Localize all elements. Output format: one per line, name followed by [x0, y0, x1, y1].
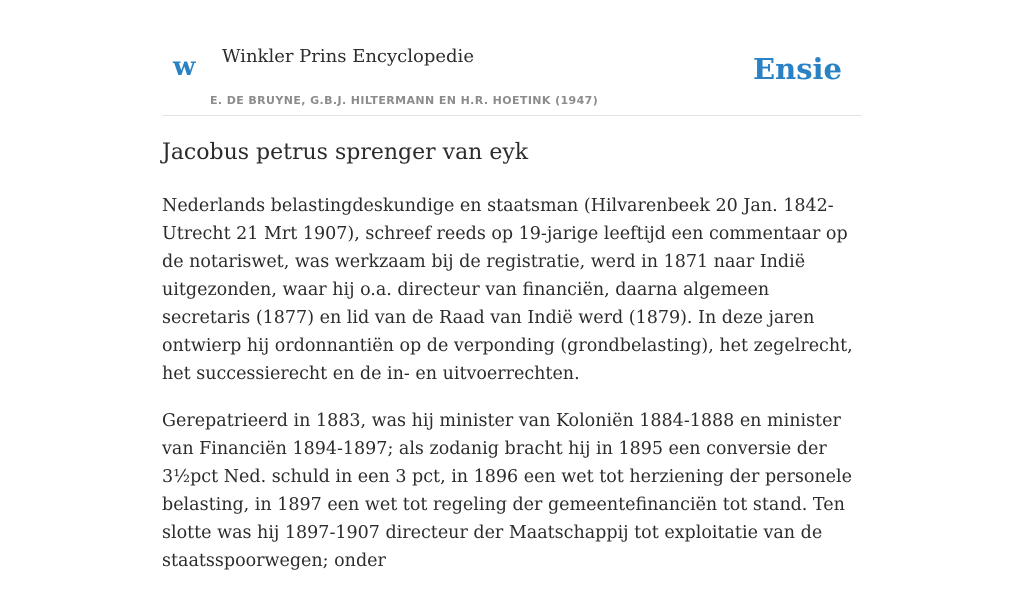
- page-container: [162, 0, 862, 571]
- ensie-logo-link[interactable]: Ensie: [753, 52, 842, 86]
- site-header: [162, 0, 862, 116]
- entry-paragraph: Gerepatrieerd in 1883, was hij minister van Koloniën 1884-1888 en minister van Financiën 1894-1897; als zodanig bracht hij in 1895 een conversie der 3½pct Ned. schuld in een 3 pct, in 1896 een wet tot herziening der personele belasting, in 1897 een wet tot regeling der gemeentefinanciën tot stand. Ten slotte was hij 1897-1907 directeur der Maatschappij tot exploitatie van de staatsspoorwegen; onder: [162, 411, 852, 571]
- entry-body: [162, 192, 862, 594]
- winkler-prins-logo[interactable]: w: [173, 52, 196, 82]
- source-authors: E. DE BRUYNE, G.B.J. HILTERMANN EN H.R. HOETINK (1947): [210, 94, 599, 107]
- entry-title: Jacobus petrus sprenger van eyk: [162, 140, 529, 165]
- source-title[interactable]: Winkler Prins Encyclopedie: [222, 46, 474, 67]
- entry-paragraph: Nederlands belastingdeskundige en staatsman (Hilvarenbeek 20 Jan. 1842-Utrecht 21 Mrt 1907), schreef reeds op 19-jarige leeftijd een commentaar op de notariswet, was werkzaam bij de registratie, werd in 1871 naar Indië uitgezonden, waar hij o.a. directeur van financiën, daarna algemeen secretaris (1877) en lid van de Raad van Indië werd (1879). In deze jaren ontwierp hij ordonnantiën op de verponding (grondbelasting), het zegelrecht, het successierecht en de in- en uitvoerrechten.: [162, 196, 853, 384]
